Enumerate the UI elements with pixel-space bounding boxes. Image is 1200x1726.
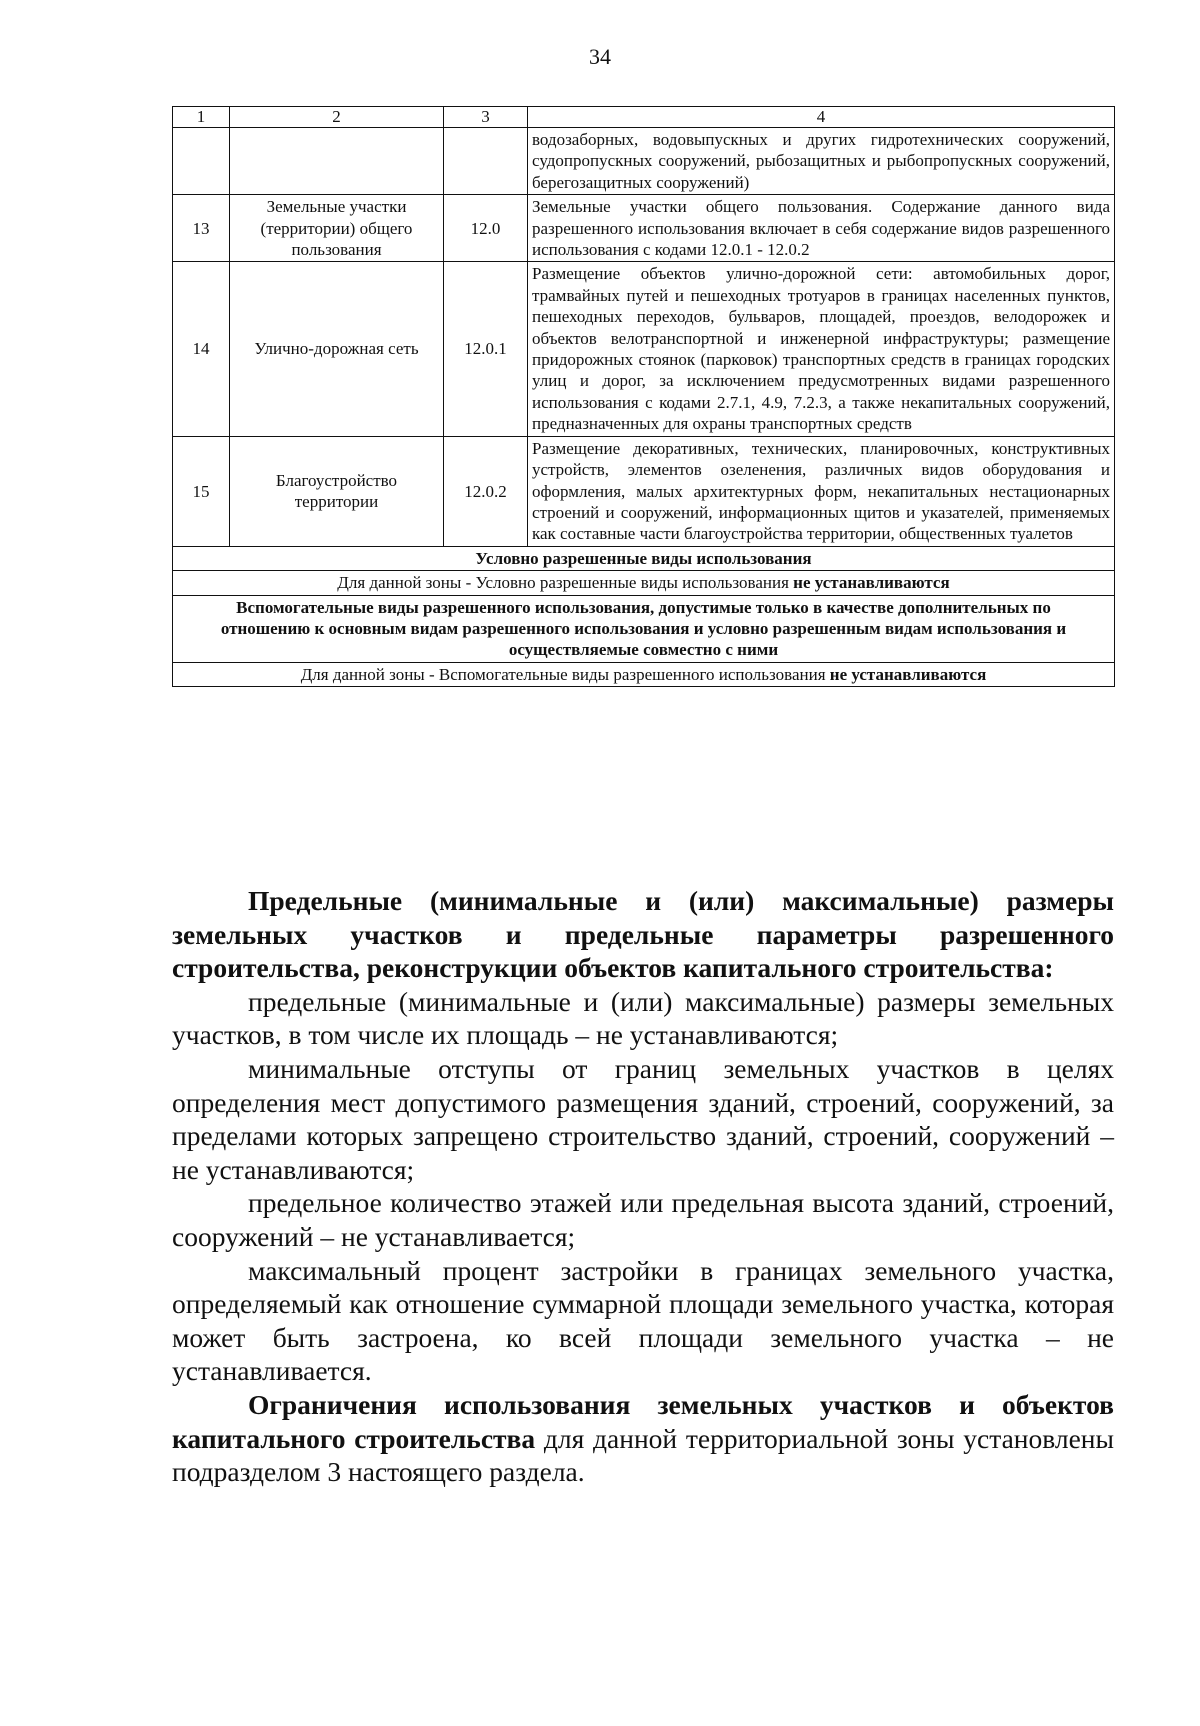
paragraph-restrictions xyxy=(172,1388,1114,1489)
header-col-2: 2 xyxy=(230,107,444,128)
restrictions-bold: Ограничения использования земельных участков и объектов капитального строительства xyxy=(172,1388,1114,1454)
auxiliary-note-row xyxy=(173,662,1115,686)
conditional-note-bold: не устанавливаются xyxy=(793,573,950,593)
use-code: 12.0 xyxy=(444,195,528,262)
use-name: Земельные участки (территории) общего пользования xyxy=(230,195,444,262)
land-use-table xyxy=(172,106,1115,687)
restrictions-text: для данной территориальной зоны установлены подразделом 3 настоящего раздела. xyxy=(172,1422,1114,1488)
cell-empty xyxy=(230,128,444,195)
header-col-3: 3 xyxy=(444,107,528,128)
conditional-heading-row xyxy=(173,546,1115,570)
header-col-1: 1 xyxy=(173,107,230,128)
table-row xyxy=(173,436,1115,546)
auxiliary-heading-row xyxy=(173,595,1115,662)
limits-section xyxy=(172,884,1114,1489)
use-code: 12.0.1 xyxy=(444,262,528,436)
row-number: 13 xyxy=(173,195,230,262)
use-description: Размещение объектов улично-дорожной сети: автомобильных дорог, трамвайных путей и пешеходных тротуаров в границах населенных пунктов, пешеходных переходов, бульваров, площадей, проездов, велодорожек и объектов велотранспортной и инженерной инфраструктуры; размещение придорожных стоянок (парковок) транспортных средств в границах городских улиц и дорог, за исключением предусмотренных видами разрешенного использования с кодами 2.7.1, 4.9, 7.2.3, а также некапитальных сооружений, предназначенных для охраны транспортных средств xyxy=(528,262,1115,436)
conditional-note-row xyxy=(173,571,1115,595)
conditional-note-text: Для данной зоны - Условно разрешенные виды использования xyxy=(337,573,794,593)
header-col-4: 4 xyxy=(528,107,1115,128)
paragraph-coverage: максимальный процент застройки в границах земельного участка, определяемый как отношение суммарной площади земельного участка, которая может быть застроена, ко всей площади земельного участка – не устанавливается. xyxy=(172,1254,1114,1387)
paragraph-setbacks: минимальные отступы от границ земельных участков в целях определения мест допустимого размещения зданий, строений, сооружений, за пределами которых запрещено строительство зданий, строений, сооружений – не устанавливаются; xyxy=(172,1052,1114,1185)
cell-empty xyxy=(444,128,528,195)
table-row xyxy=(173,195,1115,262)
table-header-row xyxy=(173,107,1115,128)
use-code: 12.0.2 xyxy=(444,436,528,546)
row-number: 15 xyxy=(173,436,230,546)
paragraph-floors: предельное количество этажей или предельная высота зданий, строений, сооружений – не устанавливается; xyxy=(172,1187,1114,1252)
use-description: Земельные участки общего пользования. Содержание данного вида разрешенного использования включает в себя содержание видов разрешенного использования с кодами 12.0.1 - 12.0.2 xyxy=(528,195,1115,262)
table-row xyxy=(173,262,1115,436)
auxiliary-note-bold: не устанавливаются xyxy=(829,664,987,684)
auxiliary-note-text: Для данной зоны - Вспомогательные виды разрешенного использования xyxy=(300,664,830,684)
use-name: Улично-дорожная сеть xyxy=(230,262,444,436)
use-name: Благоустройство территории xyxy=(230,436,444,546)
auxiliary-note xyxy=(173,662,1115,686)
cell-empty xyxy=(173,128,230,195)
paragraph-plot-sizes: предельные (минимальные и (или) максимальные) размеры земельных участков, в том числе их площадь – не устанавливаются; xyxy=(172,985,1114,1051)
continuation-description: водозаборных, водовыпускных и других гидротехнических сооружений, судопропускных сооружений, рыбозащитных и рыбопропускных сооружений, берегозащитных сооружений) xyxy=(528,128,1115,195)
page-number: 34 xyxy=(589,44,611,69)
conditional-note xyxy=(173,571,1115,595)
conditional-heading: Условно разрешенные виды использования xyxy=(173,546,1115,570)
limits-heading: Предельные (минимальные и (или) максимальные) размеры земельных участков и предельные параметры разрешенного строительства, реконструкции объектов капитального строительства: xyxy=(172,885,1114,984)
use-description: Размещение декоративных, технических, планировочных, конструктивных устройств, элементов озеленения, различных видов оборудования и оформления, малых архитектурных форм, некапитальных нестационарных строений и сооружений, информационных щитов и указателей, применяемых как составные части благоустройства территории, общественных туалетов xyxy=(528,436,1115,546)
table-row-continuation xyxy=(173,128,1115,195)
row-number: 14 xyxy=(173,262,230,436)
auxiliary-heading: Вспомогательные виды разрешенного использования, допустимые только в качестве дополнительных по отношению к основным видам разрешенного использования и условно разрешенным видам использования и осуществляемые совместно с ними xyxy=(173,595,1115,662)
